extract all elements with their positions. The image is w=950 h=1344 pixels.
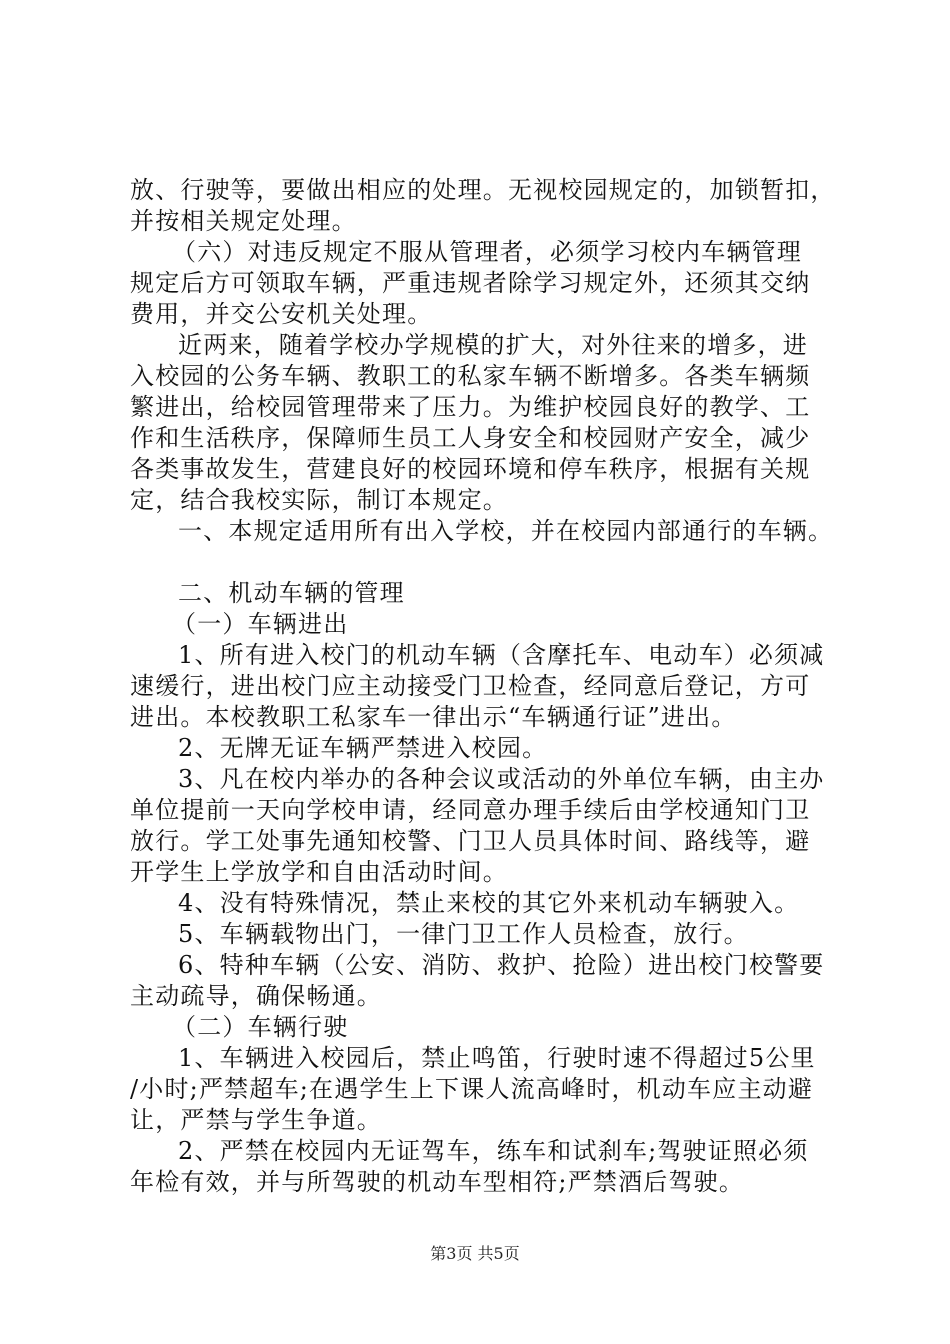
text-line: 3、凡在校内举办的各种会议或活动的外单位车辆，由主办 xyxy=(178,765,825,793)
text-line: 规定后方可领取车辆，严重违规者除学习规定外，还须其交纳 xyxy=(130,269,811,297)
text-line: 繁进出，给校园管理带来了压力。为维护校园良好的教学、工 xyxy=(130,393,811,421)
text-line: 作和生活秩序，保障师生员工人身安全和校园财产安全，减少 xyxy=(130,424,811,452)
text-line: 开学生上学放学和自由活动时间。 xyxy=(130,858,508,886)
text-line: /小时;严禁超车;在遇学生上下课人流高峰时，机动车应主动避 xyxy=(130,1075,814,1103)
text-line: 放、行驶等，要做出相应的处理。无视校园规定的，加锁暂扣， xyxy=(130,176,836,204)
text-line: 5、车辆载物出门，一律门卫工作人员检查，放行。 xyxy=(178,920,749,948)
text-line: 2、严禁在校园内无证驾车，练车和试刹车;驾驶证照必须 xyxy=(178,1137,809,1165)
text-line: 速缓行，进出校门应主动接受门卫检查，经同意后登记，方可 xyxy=(130,672,811,700)
text-line: 4、没有特殊情况，禁止来校的其它外来机动车辆驶入。 xyxy=(178,889,800,917)
subsection-heading: （一）车辆进出 xyxy=(172,610,349,638)
text-line: 各类事故发生，营建良好的校园环境和停车秩序，根据有关规 xyxy=(130,455,811,483)
text-line: 1、车辆进入校园后，禁止鸣笛，行驶时速不得超过5公里 xyxy=(178,1044,816,1072)
subsection-heading: （二）车辆行驶 xyxy=(172,1013,349,1041)
text-line: 主动疏导，确保畅通。 xyxy=(130,982,382,1010)
text-line: 6、特种车辆（公安、消防、救护、抢险）进出校门校警要 xyxy=(178,951,825,979)
text-line: 费用，并交公安机关处理。 xyxy=(130,300,433,328)
section-heading: 一、本规定适用所有出入学校，并在校园内部通行的车辆。 xyxy=(178,517,834,545)
text-line: 入校园的公务车辆、教职工的私家车辆不断增多。各类车辆频 xyxy=(130,362,811,390)
text-line: 并按相关规定处理。 xyxy=(130,207,357,235)
text-line: 单位提前一天向学校申请，经同意办理手续后由学校通知门卫 xyxy=(130,796,811,824)
text-line: 放行。学工处事先通知校警、门卫人员具体时间、路线等，避 xyxy=(130,827,811,855)
text-line: 定，结合我校实际，制订本规定。 xyxy=(130,486,508,514)
text-line: 让，严禁与学生争道。 xyxy=(130,1106,382,1134)
text-line: 2、无牌无证车辆严禁进入校园。 xyxy=(178,734,548,762)
text-line: 进出。本校教职工私家车一律出示“车辆通行证”进出。 xyxy=(130,703,737,731)
section-heading: 二、机动车辆的管理 xyxy=(178,579,405,607)
text-line: （六）对违反规定不服从管理者，必须学习校内车辆管理 xyxy=(172,238,802,266)
page-footer: 第3页 共5页 xyxy=(430,1244,520,1263)
text-line: 近两来，随着学校办学规模的扩大，对外往来的增多，进 xyxy=(178,331,808,359)
text-line: 1、所有进入校门的机动车辆（含摩托车、电动车）必须减 xyxy=(178,641,825,669)
text-line: 年检有效，并与所驾驶的机动车型相符;严禁酒后驾驶。 xyxy=(130,1168,745,1196)
